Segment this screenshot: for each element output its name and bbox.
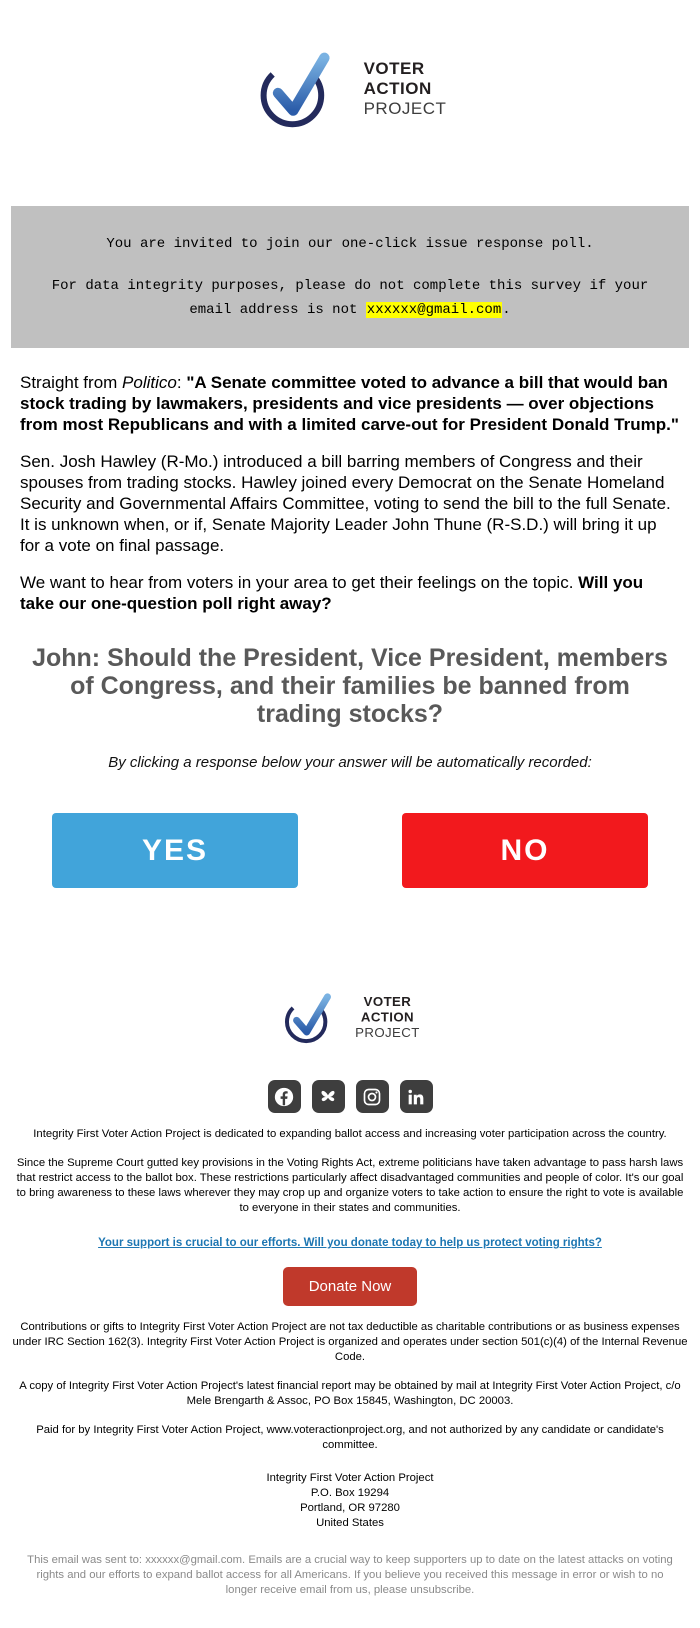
poll-instruction: By clicking a response below your answer will be automatically recorded: xyxy=(108,754,592,771)
checkmark-circle-icon xyxy=(280,988,344,1047)
address-po-box: P.O. Box 19294 xyxy=(310,1487,390,1499)
address-country: United States xyxy=(316,1517,384,1529)
recipient-email-highlight: xxxxxx@gmail.com xyxy=(366,302,502,318)
notice-line-2: For data integrity purposes, please do not complete this survey if your email address is not xxxxxx@gmail.com. xyxy=(51,278,649,318)
checkmark-circle-icon xyxy=(254,45,350,133)
no-button[interactable]: NO xyxy=(402,813,648,888)
donate-now-button[interactable]: Donate Now xyxy=(283,1267,418,1306)
article-body xyxy=(20,372,680,614)
brand-word-action: ACTION xyxy=(363,78,432,98)
brand-word-voter: VOTER xyxy=(363,58,425,78)
footer-about-text: Since the Supreme Court gutted key provisions in the Voting Rights Act, extreme politicians have taken advantage to pass harsh laws that restrict access to the ballot box. These restrictions particularly affect disadvantaged communities and people of color. It's our goal to bring awareness to these laws wherever they may crop up and organize voters to take action to ensure the right to vote is available to everyone in their states and communities. xyxy=(16,1157,684,1214)
footer-financial-report-text: A copy of Integrity First Voter Action Project's latest financial report may be obtained by mail at Integrity First Voter Action Project, c/o Mele Brengarth & Assoc, PO Box 15845, Washington, DC 20003. xyxy=(19,1380,681,1407)
article-paragraph-cta: We want to hear from voters in your area to get their feelings on the topic. Will you take our one-question poll right away? xyxy=(20,573,644,613)
social-links-row xyxy=(0,1080,700,1113)
brand-word-project: PROJECT xyxy=(363,99,447,119)
invitation-notice xyxy=(11,206,689,348)
source-name: Politico xyxy=(122,373,177,392)
address-org: Integrity First Voter Action Project xyxy=(266,1472,434,1484)
article-paragraph-quote: Straight from Politico: "A Senate committee voted to advance a bill that would ban stock trading by lawmakers, presidents and vice presidents — over objections from most Republicans and with a limited carve-out for President Donald Trump." xyxy=(20,373,679,434)
poll-buttons-row xyxy=(52,813,648,888)
cta-bold-text: Will you take our one-question poll right away? xyxy=(20,573,644,613)
email-footer xyxy=(0,988,700,1628)
instagram-icon[interactable] xyxy=(356,1080,389,1113)
article-paragraph-context: Sen. Josh Hawley (R-Mo.) introduced a bill barring members of Congress and their spouses from trading stocks. Hawley joined every Democrat on the Senate Homeland Security and Governmental Affairs Committee, voting to send the bill to the full Senate. It is unknown when, or if, Senate Majority Leader John Thune (R-S.D.) will bring it up for a vote on final passage. xyxy=(20,452,671,555)
footer-paid-for-text: Paid for by Integrity First Voter Action Project, www.voteractionproject.org, and not authorized by any candidate or candidate's committee. xyxy=(36,1424,664,1451)
footer-brand-logo xyxy=(77,988,623,1047)
poll-question: John: Should the President, Vice President, members of Congress, and their families be banned from trading stocks? xyxy=(32,644,668,728)
footer-mission-text: Integrity First Voter Action Project is dedicated to expanding ballot access and increasing voter participation across the country. xyxy=(33,1128,667,1140)
bluesky-icon[interactable] xyxy=(312,1080,345,1113)
yes-button[interactable]: YES xyxy=(52,813,298,888)
quote-text: "A Senate committee voted to advance a bill that would ban stock trading by lawmakers, presidents and vice presidents — over objections from most Republicans and with a limited carve-out for President Donald Trump." xyxy=(20,373,679,434)
linkedin-icon[interactable] xyxy=(400,1080,433,1113)
facebook-icon[interactable] xyxy=(268,1080,301,1113)
footer-brand-wordmark: VOTER ACTION PROJECT xyxy=(355,994,420,1041)
donate-link[interactable]: Your support is crucial to our efforts. Will you donate today to help us protect voting rights? xyxy=(98,1237,602,1249)
sent-to-note: This email was sent to: xxxxxx@gmail.com. Emails are a crucial way to keep supporters up to date on the latest attacks on voting rights and our efforts to expand ballot access for all Americans. If you believe you received this message in error or wish to no longer receive email from us, please unsubscribe. xyxy=(27,1554,673,1596)
notice-line-1: You are invited to join our one-click issue response poll. xyxy=(106,236,594,252)
brand-logo xyxy=(0,45,700,133)
brand-wordmark xyxy=(364,59,447,119)
footer-contributions-disclaimer: Contributions or gifts to Integrity First Voter Action Project are not tax deductible as charitable contributions or as business expenses under IRC Section 162(3). Integrity First Voter Action Project is organized and operates under section 501(c)(4) of the Internal Revenue Code. xyxy=(12,1321,688,1363)
mailing-address xyxy=(0,1471,700,1531)
address-city: Portland, OR 97280 xyxy=(300,1502,400,1514)
